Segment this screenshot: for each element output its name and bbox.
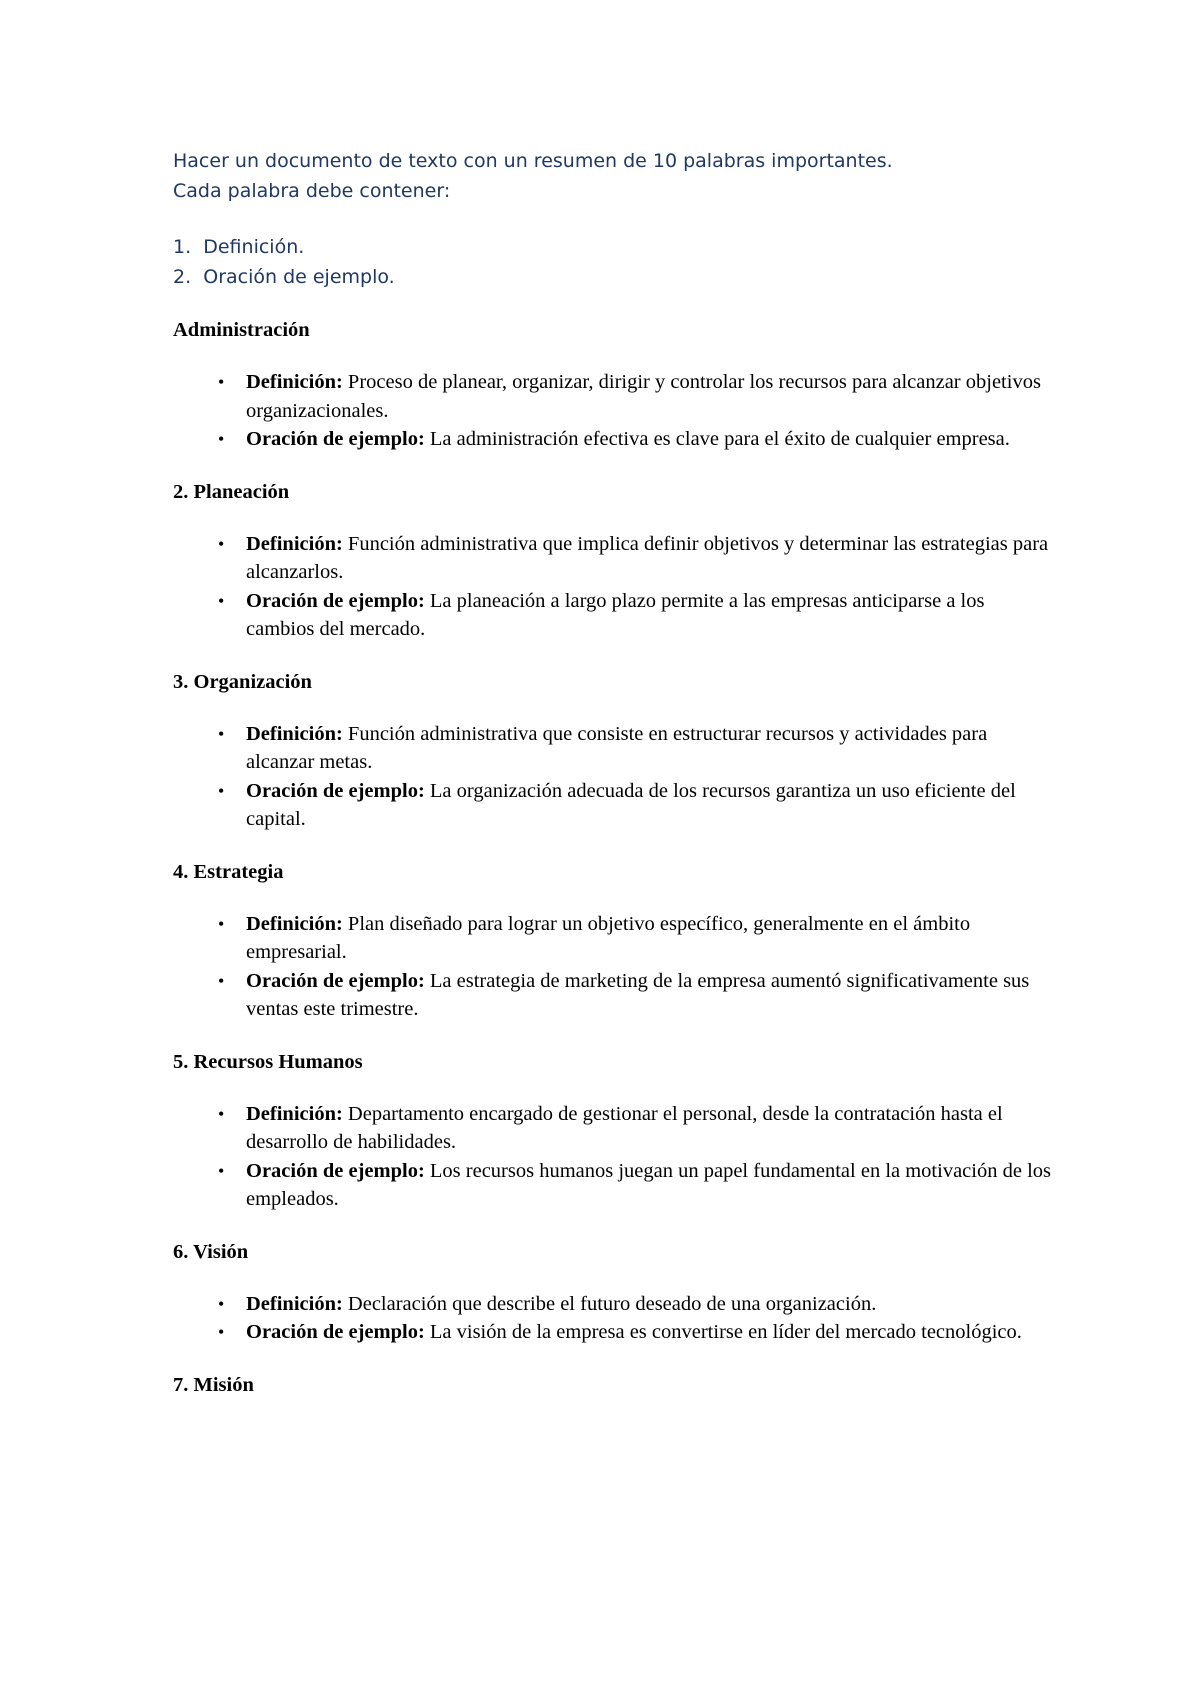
document-body [173, 316, 1053, 1399]
bullet-icon: • [218, 1160, 225, 1181]
definition-text: Plan diseñado para lograr un objetivo específico, generalmente en el ámbito empresarial. [246, 912, 971, 963]
definition-label: Definición: [246, 1292, 343, 1315]
example-item [173, 425, 1053, 454]
example-label: Oración de ejemplo: [246, 428, 425, 450]
definition-text: Proceso de planear, organizar, dirigir y controlar los recursos para alcanzar objetivos organizacionales. [246, 371, 1041, 422]
bullet-icon: • [218, 429, 225, 449]
example-text: La organización adecuada de los recursos garantiza un uso eficiente del capital. [246, 779, 1016, 830]
definition-label: Definición: [246, 371, 343, 393]
definition-item [173, 368, 1053, 425]
example-text: La planeación a largo plazo permite a las empresas anticiparse a los cambios del mercado. [246, 589, 985, 640]
example-label: Oración de ejemplo: [246, 969, 425, 992]
example-label: Oración de ejemplo: [246, 1321, 425, 1343]
example-label: Oración de ejemplo: [246, 1159, 425, 1182]
instruction-line: Hacer un documento de texto con un resumen de 10 palabras importantes. [173, 150, 893, 172]
example-item [173, 587, 1053, 644]
term-section [173, 316, 1053, 454]
bullet-icon: • [218, 970, 225, 991]
requirement-item [173, 232, 1053, 262]
requirement-text: Oración de ejemplo. [203, 266, 395, 288]
instruction-line: Cada palabra debe contener: [173, 180, 451, 202]
example-text: La administración efectiva es clave para el éxito de cualquier empresa. [429, 428, 1010, 450]
bullet-icon: • [218, 1103, 225, 1124]
definition-text: Función administrativa que consiste en estructurar recursos y actividades para alcanzar metas. [246, 722, 988, 773]
bullet-icon: • [218, 913, 225, 934]
example-text: Los recursos humanos juegan un papel fundamental en la motivación de los empleados. [246, 1159, 1051, 1210]
bullet-icon: • [218, 372, 225, 392]
term-heading: 6. Visión [173, 1240, 249, 1263]
definition-label: Definición: [246, 912, 343, 935]
term-bullets [173, 1100, 1053, 1214]
bullet-icon: • [218, 533, 225, 554]
requirements-list [173, 232, 1053, 292]
term-bullets [173, 720, 1053, 834]
definition-item [173, 910, 1053, 967]
term-section [173, 1371, 1053, 1399]
term-heading: 5. Recursos Humanos [173, 1050, 363, 1073]
example-item [173, 777, 1053, 834]
example-label: Oración de ejemplo: [246, 779, 425, 802]
document-page [173, 146, 1053, 1399]
requirement-text: Definición. [203, 236, 305, 258]
example-label: Oración de ejemplo: [246, 589, 425, 612]
example-text: La estrategia de marketing de la empresa aumentó significativamente sus ventas este trimestre. [246, 969, 1030, 1020]
example-item [173, 967, 1053, 1024]
term-bullets [173, 368, 1053, 454]
term-section [173, 478, 1053, 644]
term-bullets [173, 910, 1053, 1024]
bullet-icon: • [218, 1322, 225, 1342]
definition-item [173, 1290, 1053, 1319]
term-section [173, 668, 1053, 834]
term-heading: 2. Planeación [173, 480, 290, 503]
example-item [173, 1318, 1053, 1347]
definition-text: Declaración que describe el futuro deseado de una organización. [347, 1292, 877, 1315]
requirement-item [173, 262, 1053, 292]
definition-text: Función administrativa que implica definir objetivos y determinar las estrategias para alcanzarlos. [246, 532, 1049, 583]
bullet-icon: • [218, 590, 225, 611]
definition-item [173, 530, 1053, 587]
example-text: La visión de la empresa es convertirse en líder del mercado tecnológico. [429, 1321, 1022, 1343]
bullet-icon: • [218, 1293, 225, 1314]
term-heading: 3. Organización [173, 670, 312, 693]
definition-text: Departamento encargado de gestionar el personal, desde la contratación hasta el desarrollo de habilidades. [246, 1102, 1003, 1153]
term-heading: 4. Estrategia [173, 860, 284, 883]
term-bullets [173, 530, 1053, 644]
term-bullets [173, 1290, 1053, 1347]
definition-label: Definición: [246, 1102, 343, 1125]
instructions-block [173, 146, 1053, 292]
term-section [173, 1238, 1053, 1347]
bullet-icon: • [218, 780, 225, 801]
requirement-number: 1. [173, 236, 192, 258]
definition-label: Definición: [246, 722, 343, 745]
term-section [173, 858, 1053, 1024]
definition-label: Definición: [246, 532, 343, 555]
definition-item [173, 720, 1053, 777]
term-section [173, 1048, 1053, 1214]
term-heading: Administración [173, 319, 310, 341]
requirement-number: 2. [173, 266, 192, 288]
example-item [173, 1157, 1053, 1214]
bullet-icon: • [218, 723, 225, 744]
definition-item [173, 1100, 1053, 1157]
term-heading: 7. Misión [173, 1373, 254, 1396]
